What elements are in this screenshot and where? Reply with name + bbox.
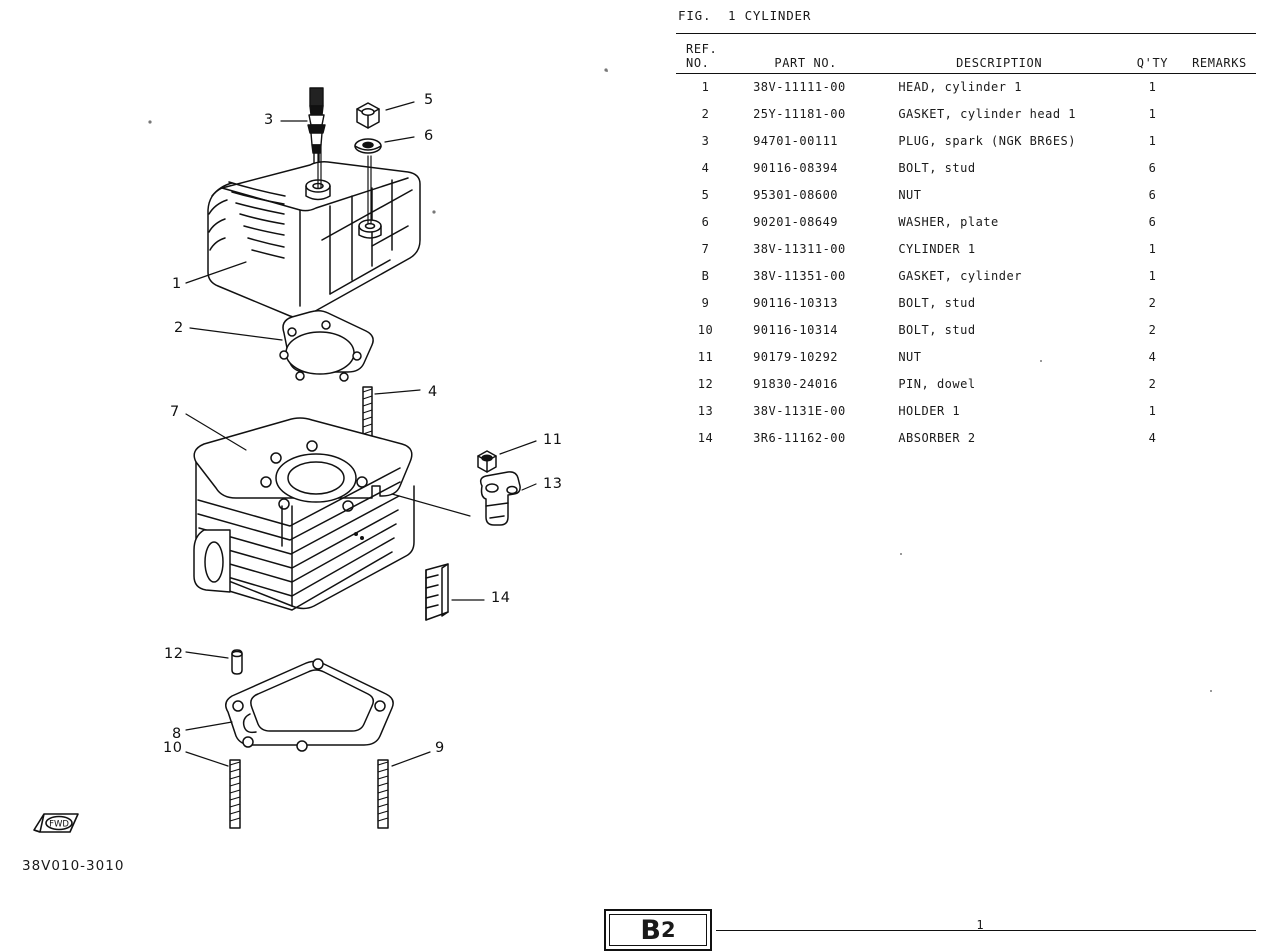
cell-ref: 1 [701,80,710,94]
cell-remarks [1183,209,1256,236]
cell-part-no: 90116-08394 [753,161,839,175]
cell-part-no: 38V-1131E-00 [753,404,846,418]
cell-qty: 1 [1148,269,1157,283]
cell-remarks [1183,155,1256,182]
cell-description: NUT [898,188,922,202]
column-header-qty: Q'TY [1122,34,1183,74]
stud-bolt-part-10 [230,760,240,828]
page-speck [606,70,608,72]
column-header-remarks: REMARKS [1183,34,1256,74]
callout-11: 11 [543,432,563,448]
cell-part-no: 90201-08649 [753,215,839,229]
parts-table-body [676,74,1256,453]
washer-part-6 [355,139,381,153]
cell-remarks [1183,290,1256,317]
callout-9: 9 [435,740,445,756]
column-header-ref-no [676,34,735,74]
callout-1: 1 [172,276,182,292]
cell-qty: 2 [1148,377,1157,391]
cell-qty: 2 [1148,296,1157,310]
cell-description: WASHER, plate [898,215,999,229]
cell-remarks [1183,398,1256,425]
callout-2: 2 [174,320,184,336]
drawing-code: 38V010-3010 [22,858,125,874]
cell-ref: 4 [701,161,710,175]
page-number: 1 [976,918,984,932]
cell-qty: 6 [1148,188,1157,202]
callout-12: 12 [164,646,184,662]
cell-ref: 13 [697,404,714,418]
parts-table-panel [676,8,1256,452]
cell-part-no: 90116-10314 [753,323,839,337]
cell-description: PLUG, spark (NGK BR6ES) [898,134,1076,148]
table-row [676,398,1256,425]
page-speck [900,553,902,555]
page-speck [1040,360,1042,362]
cell-remarks [1183,74,1256,102]
cell-description: BOLT, stud [898,161,976,175]
callout-10: 10 [163,740,183,756]
cell-part-no: 3R6-11162-00 [753,431,846,445]
section-code-sub: 2 [660,918,676,942]
cell-qty: 2 [1148,323,1157,337]
cell-ref: 9 [701,296,710,310]
cell-remarks [1183,425,1256,452]
cell-remarks [1183,182,1256,209]
table-row [676,209,1256,236]
table-row [676,74,1256,102]
table-row [676,128,1256,155]
cell-remarks [1183,236,1256,263]
cell-qty: 1 [1148,134,1157,148]
callout-3: 3 [264,112,274,128]
cell-description: GASKET, cylinder head 1 [898,107,1076,121]
cell-description: HEAD, cylinder 1 [898,80,1022,94]
column-header-part-no: PART NO. [735,34,876,74]
section-code-box [609,914,707,946]
cell-ref: 3 [701,134,710,148]
callout-14: 14 [491,590,511,606]
cell-ref: 14 [697,431,714,445]
table-row [676,344,1256,371]
cell-qty: 6 [1148,161,1157,175]
holder-part-13 [481,472,520,525]
cell-part-no: 94701-00111 [753,134,839,148]
table-row [676,182,1256,209]
parts-table [676,33,1256,452]
cell-ref: 7 [701,242,710,256]
cell-part-no: 38V-11351-00 [753,269,846,283]
cell-remarks [1183,344,1256,371]
ref-header-line1: REF. [686,42,718,56]
cell-description: BOLT, stud [898,296,976,310]
table-row [676,263,1256,290]
cell-qty: 1 [1148,242,1157,256]
cell-remarks [1183,371,1256,398]
cell-part-no: 95301-08600 [753,188,839,202]
column-header-description: DESCRIPTION [876,34,1122,74]
cylinder-head-gasket-part [280,311,373,381]
nut-part-5 [357,103,379,128]
cell-ref: 5 [701,188,710,202]
cell-remarks [1183,263,1256,290]
callout-7: 7 [170,404,180,420]
cell-qty: 4 [1148,431,1157,445]
cell-description: BOLT, stud [898,323,976,337]
cell-ref: B [701,269,710,283]
cell-remarks [1183,128,1256,155]
cell-part-no: 25Y-11181-00 [753,107,846,121]
fwd-arrow-icon [30,808,84,842]
cell-qty: 1 [1148,107,1157,121]
cell-ref: 2 [701,107,710,121]
stud-bolt-part-9 [378,760,388,828]
cell-ref: 10 [697,323,714,337]
callout-4: 4 [428,384,438,400]
nut-part-11 [478,451,496,472]
page-speck [1210,690,1212,692]
callout-5: 5 [424,92,434,108]
cell-part-no: 90116-10313 [753,296,839,310]
cell-description: ABSORBER 2 [898,431,976,445]
cell-ref: 12 [697,377,714,391]
table-row [676,155,1256,182]
cell-description: HOLDER 1 [898,404,961,418]
table-row [676,371,1256,398]
cell-remarks [1183,317,1256,344]
cylinder-head-part [208,146,420,318]
table-row [676,317,1256,344]
dowel-pin-part-12 [232,650,242,674]
cell-ref: 6 [701,215,710,229]
cell-remarks [1183,101,1256,128]
table-row [676,101,1256,128]
table-row [676,290,1256,317]
callout-13: 13 [543,476,563,492]
absorber-part-14 [426,564,448,620]
cell-description: PIN, dowel [898,377,976,391]
cell-qty: 6 [1148,215,1157,229]
cell-qty: 1 [1148,80,1157,94]
svg-text:FWD: FWD [49,819,69,830]
cell-ref: 11 [697,350,714,364]
cell-part-no: 91830-24016 [753,377,839,391]
parts-table-header [676,34,1256,74]
figure-title: FIG. 1 CYLINDER [678,8,812,23]
cell-description: GASKET, cylinder [898,269,1022,283]
cylinder-gasket-part [226,659,393,751]
cylinder-body-part [194,418,414,610]
callout-6: 6 [424,128,434,144]
ref-header-line2: NO. [686,56,710,70]
callout-8: 8 [172,726,182,742]
table-row [676,425,1256,452]
cell-qty: 4 [1148,350,1157,364]
cell-description: CYLINDER 1 [898,242,976,256]
cell-part-no: 38V-11311-00 [753,242,846,256]
cell-description: NUT [898,350,922,364]
section-code-main: B [640,914,661,946]
cell-part-no: 38V-11111-00 [753,80,846,94]
table-row [676,236,1256,263]
cell-part-no: 90179-10292 [753,350,839,364]
cell-qty: 1 [1148,404,1157,418]
